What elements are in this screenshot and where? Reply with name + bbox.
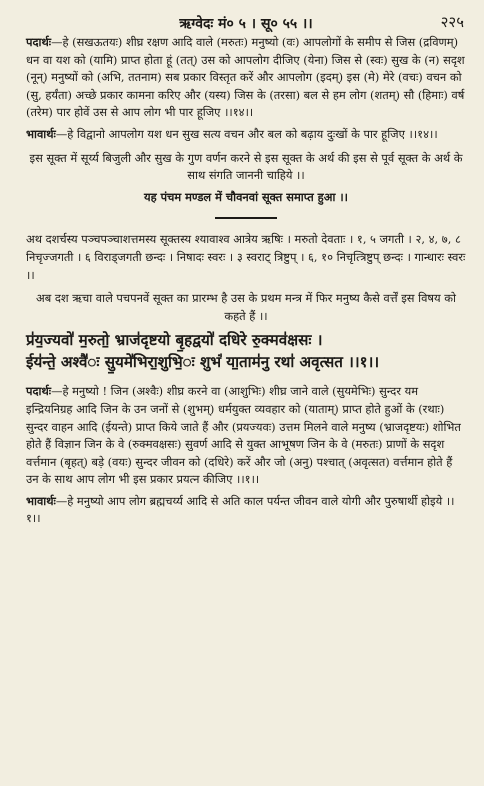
bhavartha-paragraph-14 bbox=[26, 126, 466, 144]
bhavartha-text: —हे मनुष्यो आप लोग ब्रह्मचर्य्य आदि से अति काल पर्यन्त जीवन वाले योगी और पुरुषार्थी होइये ।।१।। bbox=[26, 493, 455, 526]
running-title: ऋग्वेदः मं० ५ । सू० ५५ ।। bbox=[179, 16, 313, 32]
padartha-label: पदार्थः bbox=[26, 384, 52, 399]
sukta-closing: यह पंचम मण्डल में चौवनवां सूक्त समाप्त हुआ ।। bbox=[144, 189, 348, 204]
page-header bbox=[26, 8, 466, 34]
page-number: २२५ bbox=[440, 13, 464, 31]
padartha-text: —हे मनुष्यो ! जिन (अश्वैः) शीघ्र करने वा (आशुभिः) शीघ्र जाने वाले (सुयमेभिः) सुन्दर यम इन्द्रियनिग्रह आदि जिन के उन जनों से (शुभम्) धर्मयुक्त व्यवहार को (याताम्) प्राप्त होते हुओं के (रथाः) सुन्दर वाहन आदि (ईयन्ते) प्राप्त किये जाते हैं और (प्रयज्यवः) उत्तम मिलने वाले मनुष्य (भ्राजदृष्टयः) शोभित होते हैं विज्ञान जिन के वे (रुक्मवक्षसः) सुवर्ण आदि से युक्त आभूषण जिन के वे (मरुतः) प्राणों के सदृश वर्त्तमान (बृहत्) बड़े (वयः) सुन्दर जीवन को (दधिरे) करें और जो (अनु) पश्चात् (अवृत्सत) वर्त्तमान होते हैं उन के साथ आप लोग भी इस प्रकार प्रयत्न कीजिए ।।१।। bbox=[26, 384, 461, 487]
padartha-paragraph-1 bbox=[26, 383, 466, 489]
padartha-paragraph-14 bbox=[26, 34, 466, 122]
bhavartha-label: भावार्थः bbox=[26, 493, 56, 508]
sukta-summary: इस सूक्त में सूर्य्य बिजुली और सुख के गुण वर्णन करने से इस सूक्त के अर्थ की इस से पूर्व सूक्त के अर्थ के साथ संगति जाननी चाहिये ।। bbox=[29, 150, 463, 183]
mantra-line-2: ईय॑न्ते॒ अश्वै॑ः सु॒यमे॑भिरा॒शुभि॒ः शुभं॑ या॒ताम॑नु रथा॑ अवृत्सत ।।१।। bbox=[26, 353, 380, 372]
section-divider bbox=[215, 217, 277, 219]
padartha-label: पदार्थः bbox=[26, 35, 52, 49]
sukta-intro: अथ दशर्चस्य पञ्चपञ्चाशत्तमस्य सूक्तस्य श्यावाश्व आत्रेय ऋषिः । मरुतो देवताः । १, ५ जगती । २, ४, ७, ८ निचृज्जगती । ६ विराड्जगती छन्दः । निषादः स्वरः । ३ स्वराट् त्रिष्टुप् । ६, १० निचृत्त्रिष्टुप् छन्दः । गान्धारः स्वरः ।। bbox=[26, 232, 466, 282]
bhavartha-text: —हे विद्वानो आपलोग यश धन सुख सत्य वचन और बल को बढ़ाय दुःखों के पार हूजिए ।।१४।। bbox=[55, 126, 438, 141]
padartha-text: —हे (सखऊतयः) शीघ्र रक्षण आदि वाले (मरुतः) मनुष्यो (वः) आपलोगों के समीप से जिस (द्रविणम्) धन वा यश को (यामि) प्राप्त होता हूं (तत्) उस को आपलोग दीजिए (येना) जिस से (स्वः) सुख के (न) सदृश (नून्) मनुष्यों को (अभि, ततनाम) सब प्रकार विस्तृत करें और आपलोग (इदम्) इस (मे) मेरे (वचः) वचन को (सु, हर्यंता) अच्छे प्रकार कामना करिए और (यस्य) जिस के (तरसा) बल से हम लोग (शतम्) सौ (हिमाः) वर्ष (तरेम) पार होवें उस से आप लोग भी पार हूजिए ।।१४।। bbox=[26, 35, 465, 120]
mantra-line-1: प्र॑य॒ज्यवो॑ म॒रुतो॒ भ्राज॑दृष्टयो बृ॒हद्वयो॑ दधिरे रु॒क्मव॑क्षसः । bbox=[26, 331, 323, 350]
mantra-context: अब दश ऋचा वाले पचपनवें सूक्त का प्रारम्भ है उस के प्रथम मन्त्र में फिर मनुष्य कैसे वर्त्तें इस विषय को कहते हैं ।। bbox=[36, 291, 456, 323]
bhavartha-label: भावार्थः bbox=[26, 126, 56, 141]
bhavartha-paragraph-1 bbox=[26, 493, 466, 528]
